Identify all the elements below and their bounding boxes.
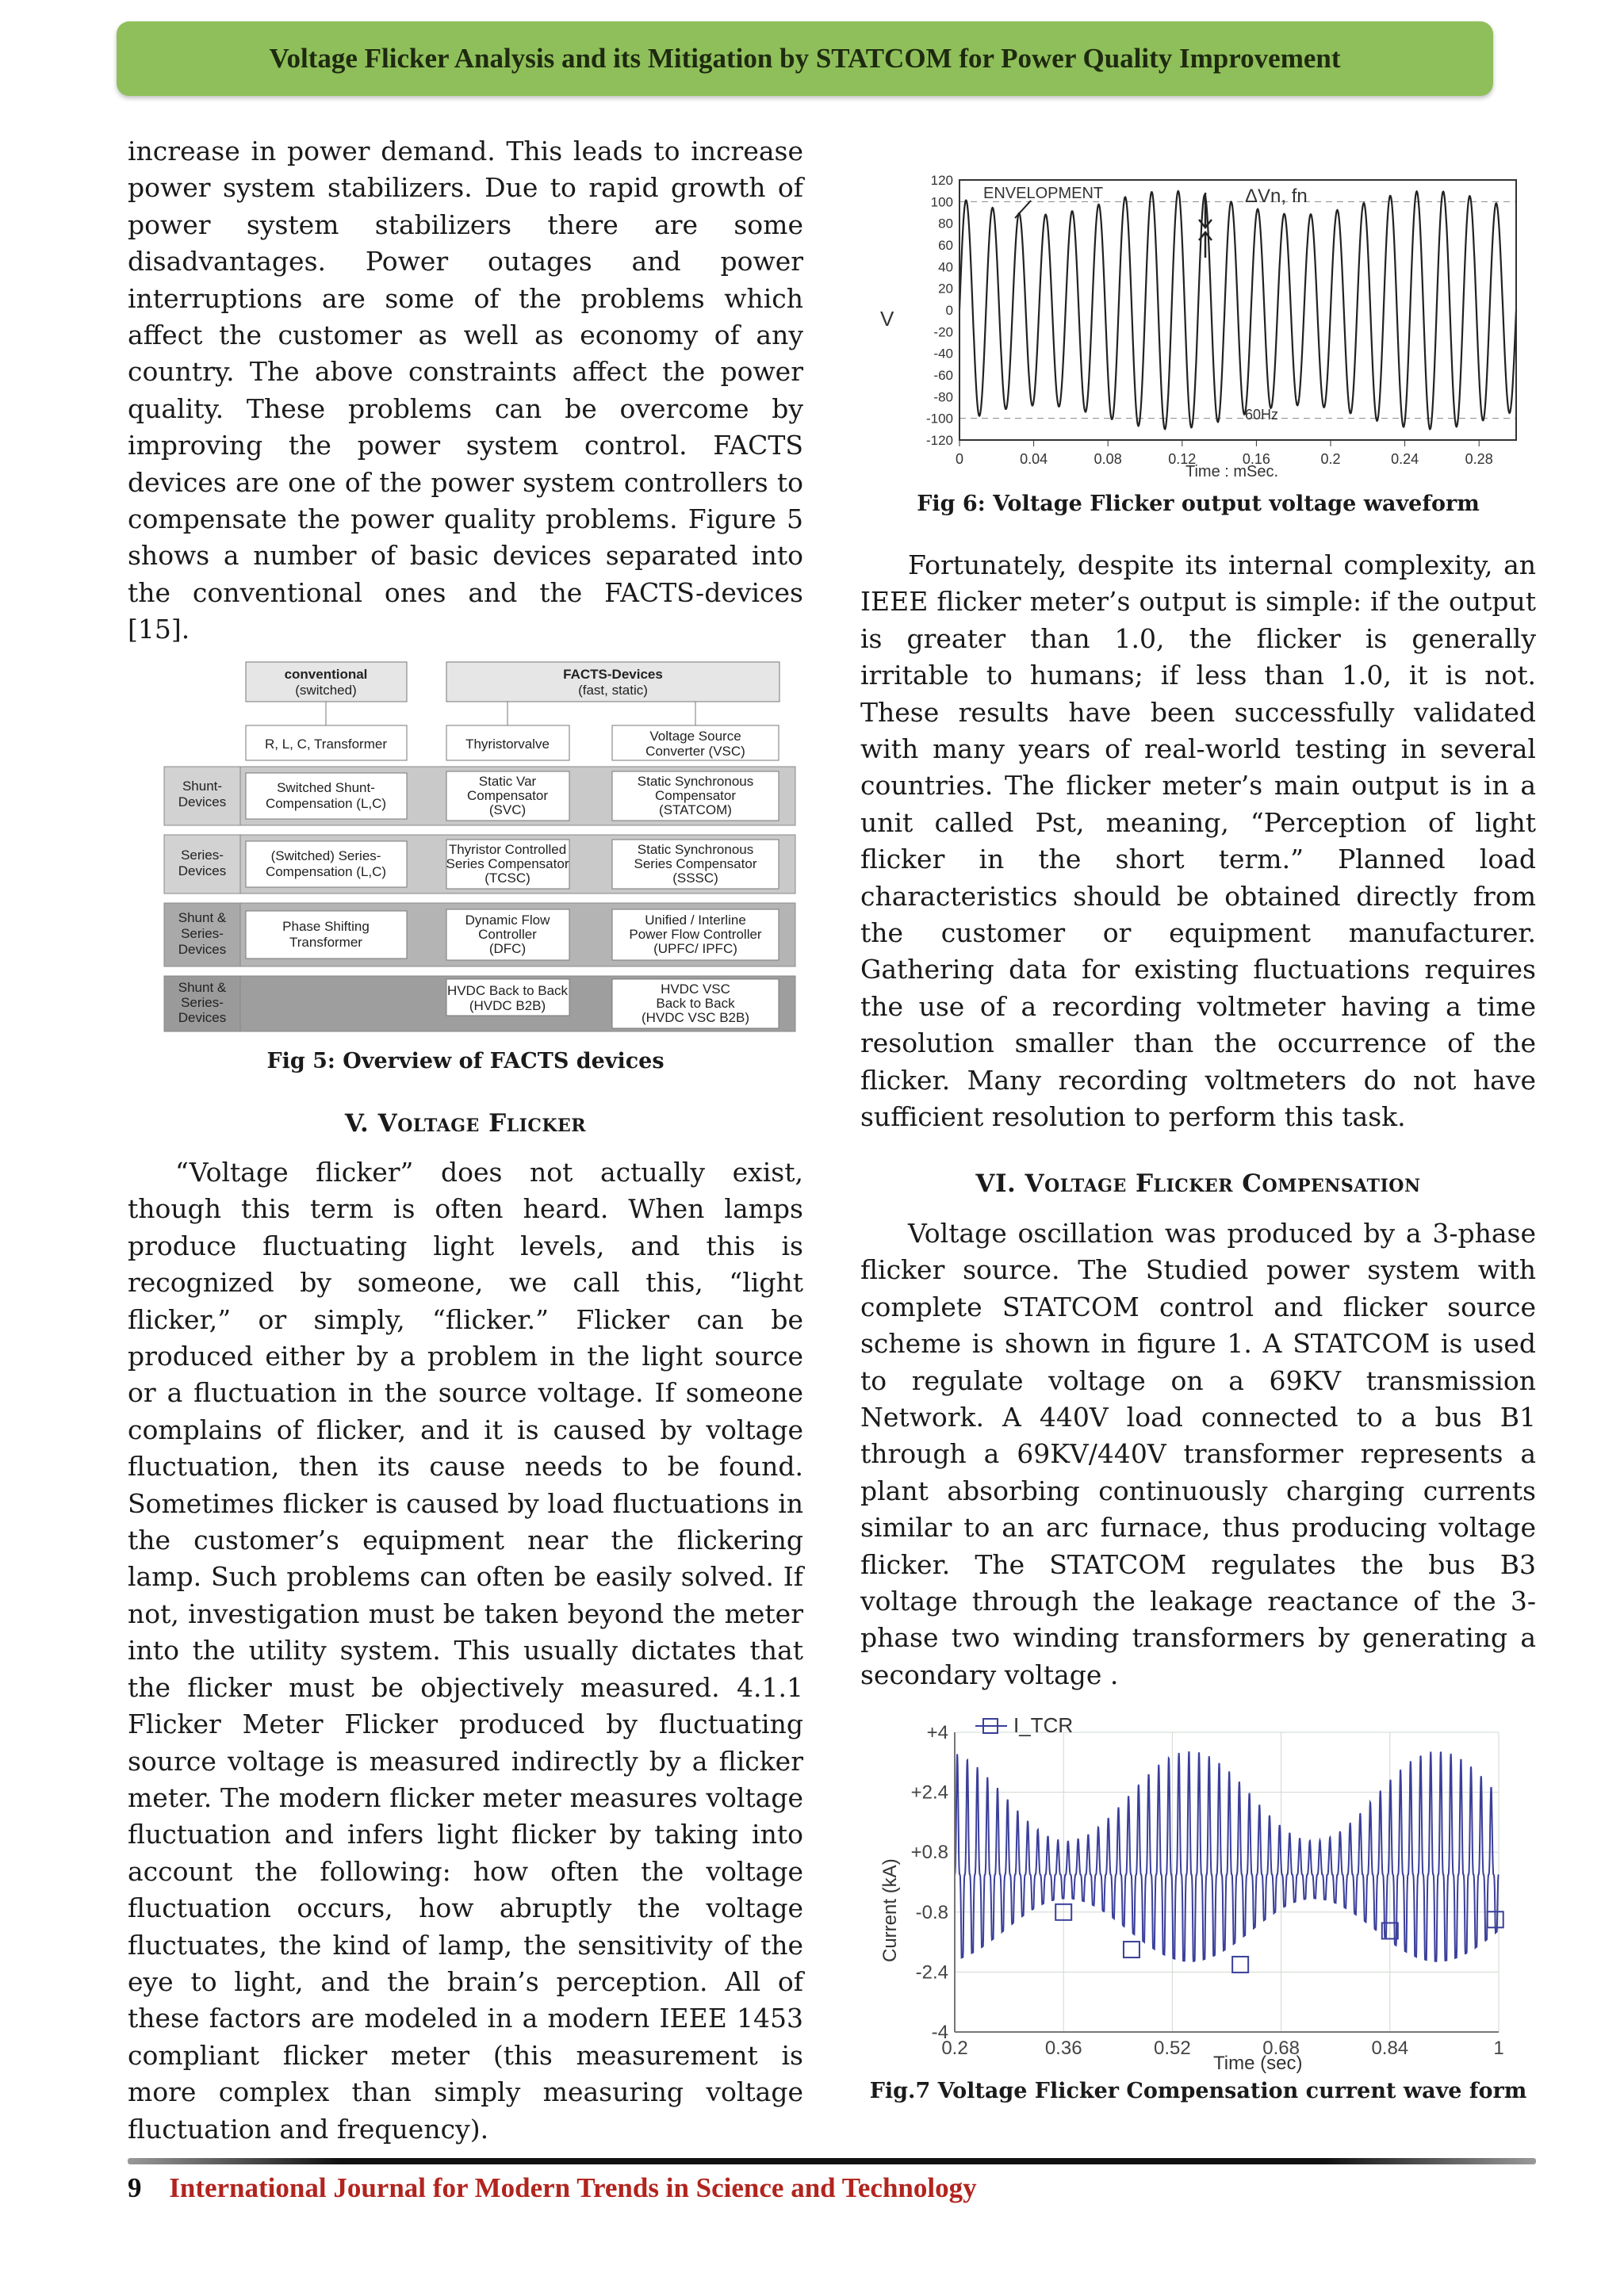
fig7-marker xyxy=(1124,1942,1139,1957)
fig5-row1-vsc-3: (STATCOM) xyxy=(659,802,732,817)
section6-body xyxy=(860,1215,1536,1693)
fig5-row3-label-1: Shunt & xyxy=(178,910,227,925)
fig7-chart xyxy=(872,1709,1538,2081)
section6-heading: VI. Voltage Flicker Compensation xyxy=(975,1169,1421,1198)
fig6-x-tick: 0 xyxy=(955,451,964,467)
fig6-y-tick: 20 xyxy=(938,281,953,297)
fig6-freq-label: 60Hz xyxy=(1245,407,1279,423)
fig5-row3-label-3: Devices xyxy=(178,942,227,957)
fig5-row3-vsc-2: Power Flow Controller xyxy=(629,927,762,942)
fig6-chart xyxy=(872,170,1538,488)
fig5-row1-conv-1: Switched Shunt- xyxy=(277,780,375,795)
fig5-row1-thy-3: (SVC) xyxy=(488,802,527,817)
fig5-row4-vsc-3: (HVDC VSC B2B) xyxy=(641,1010,750,1025)
flicker-meter-paragraph: Fortunately, despite its internal complexity, an IEEE flicker meter’s output is simple: if the output is greater than 1.0, the flicker is generally irritable to humans; if less than 1.0, it is not. These results have been successfully validated with many years of real-world testing in several countries. The flicker meter’s main output is in a unit called Pst, meaning, “Perception of light flicker in the short term.” Planned load characteristics should be obtained directly from the customer or equipment manufacturer. Gathering data for existing fluctuations requires the use of a recording voltmeter having a time resolution smaller than the occurrence of the flicker. Many recording voltmeters do not have sufficient resolution to perform this task. xyxy=(860,549,1536,1133)
fig5-row4-label-1: Shunt & xyxy=(178,980,227,995)
fig6-y-tick: 120 xyxy=(930,173,953,188)
fig5-row4-label-2: Series- xyxy=(181,995,224,1010)
page-number: 9 xyxy=(128,2172,142,2203)
fig6-x-tick: 0.08 xyxy=(1094,451,1122,467)
fig6-y-tick: 0 xyxy=(945,303,953,318)
fig5-row4-vsc-1: HVDC VSC xyxy=(661,982,730,997)
fig6-x-tick: 0.04 xyxy=(1020,451,1048,467)
fig7-y-tick: -4 xyxy=(931,2022,948,2043)
fig5-facts-table xyxy=(163,656,797,1033)
fig7-marker xyxy=(1232,1957,1248,1973)
fig5-row1-conv-2: Compensation (L,C) xyxy=(265,796,387,811)
fig5-row1-label-1: Shunt- xyxy=(182,779,223,794)
fig5-row3-label-2: Series- xyxy=(181,926,224,941)
section6-paragraph: Voltage oscillation was produced by a 3-phase flicker source. The Studied power system with complete STATCOM control and flicker source scheme is shown in figure 1. A STATCOM is used to regulate voltage on a 69KV transmission Network. A 440V load connected to a bus B1 through a 69KV/440V transformer represents a plant absorbing continuously charging currents similar to an arc furnace, thus producing voltage flicker. The STATCOM regulates the bus B3 voltage through the leakage reactance of the 3-phase two winding transformers by generating a secondary voltage . xyxy=(860,1218,1536,1690)
fig7-x-tick: 0.68 xyxy=(1262,2038,1300,2059)
fig7-y-axis-label: Current (kA) xyxy=(879,1858,901,1962)
fig7-y-tick: -0.8 xyxy=(915,1901,948,1923)
fig7-x-tick: 0.36 xyxy=(1044,2038,1082,2059)
fig5-col-thyristor: Thyristorvalve xyxy=(465,737,550,752)
fig5-row3-thy-1: Dynamic Flow xyxy=(465,913,550,928)
footer-divider xyxy=(128,2158,1536,2164)
fig6-y-tick: -60 xyxy=(933,368,953,383)
fig5-row1-vsc-1: Static Synchronous xyxy=(637,774,754,789)
page-header xyxy=(117,21,1493,96)
fig7-caption: Fig.7 Voltage Flicker Compensation current wave form xyxy=(869,2079,1527,2103)
fig5-row3-vsc-1: Unified / Interline xyxy=(645,913,746,928)
fig6-x-tick: 0.28 xyxy=(1465,451,1493,467)
fig6-y-tick: -120 xyxy=(925,433,953,448)
fig5-row4-label-3: Devices xyxy=(178,1010,227,1025)
fig7-x-axis-label: Time (sec) xyxy=(1213,2053,1303,2074)
fig5-row2-conv-2: Compensation (L,C) xyxy=(265,864,387,879)
fig6-x-tick: 0.12 xyxy=(1168,451,1197,467)
fig7-y-tick: +2.4 xyxy=(910,1781,948,1804)
fig7-y-tick: -2.4 xyxy=(915,1961,948,1984)
fig5-col-vsc-2: Converter (VSC) xyxy=(645,744,745,759)
fig6-x-tick: 0.24 xyxy=(1391,451,1419,467)
fig6-envelopment-arrow xyxy=(1015,201,1031,218)
fig5-row4-thy-2: (HVDC B2B) xyxy=(469,998,546,1013)
fig6-voltage-series xyxy=(959,191,1516,429)
fig7-legend-label: I_TCR xyxy=(1013,1713,1074,1737)
fig7-x-tick: 0.84 xyxy=(1371,2038,1409,2059)
fig5-facts-sub: (fast, static) xyxy=(578,683,648,698)
left-intro xyxy=(128,133,803,649)
fig7-x-tick: 0.52 xyxy=(1154,2038,1191,2059)
fig5-row2-thy-3: (TCSC) xyxy=(485,871,530,886)
fig6-y-tick: 100 xyxy=(930,194,953,210)
fig6-y-tick: -100 xyxy=(925,411,953,427)
fig5-caption: Fig 5: Overview of FACTS devices xyxy=(266,1049,665,1073)
section5-body xyxy=(128,1154,803,2148)
fig5-facts-title: FACTS-Devices xyxy=(563,667,663,682)
fig6-y-tick: 80 xyxy=(938,216,953,232)
fig6-y-tick: -20 xyxy=(933,324,953,340)
fig7-y-tick: +4 xyxy=(926,1722,948,1743)
section5-heading: V. Voltage Flicker xyxy=(344,1109,587,1138)
fig5-row3-vsc-3: (UPFC/ IPFC) xyxy=(653,941,737,956)
fig6-x-tick: 0.2 xyxy=(1320,451,1341,467)
section5-paragraph: “Voltage flicker” does not actually exist, though this term is often heard. When lamps produce fluctuating light levels, and this is recognized by someone, we call this, “light flicker,” or simply, “flicker.” Flicker can be produced either by a problem in the light source or a fluctuation in the source voltage. If someone complains of flicker, and it is caused by voltage fluctuation, then its cause needs to be found. Sometimes flicker is caused by load fluctuations in the customer’s equipment near the flickering lamp. Such problems can often be easily solved. If not, investigation must be taken beyond the meter into the utility system. This usually dictates that the flicker must be objectively measured. 4.1.1 Flicker Meter Flicker produced by fluctuating source voltage is measured indirectly by a flicker meter. The modern flicker meter measures voltage fluctuation and infers light flicker by taking into account the following: how often the voltage fluctuation occurs, how abruptly the voltage fluctuates, the kind of lamp, the sensitivity of the eye to light, and the brain’s perception. All of these factors are modeled in a modern IEEE 1453 compliant flicker meter (this measurement is more complex than simply measuring voltage fluctuation and frequency). xyxy=(128,1157,803,2145)
fig5-row3-conv-2: Transformer xyxy=(289,935,362,950)
fig5-row4-thy-1: HVDC Back to Back xyxy=(446,983,569,998)
fig5-row2-thy-1: Thyristor Controlled xyxy=(448,842,567,857)
fig6-x-tick: 0.16 xyxy=(1242,451,1270,467)
fig5-row1-thy-2: Compensator xyxy=(466,788,549,803)
fig5-row4-vsc-2: Back to Back xyxy=(656,996,735,1011)
fig5-conventional-sub: (switched) xyxy=(295,683,357,698)
fig7-x-tick: 1 xyxy=(1493,2038,1504,2059)
fig5-row2-conv-1: (Switched) Series- xyxy=(270,848,381,863)
fig5-row3-thy-2: Controller xyxy=(478,927,537,942)
fig5-col-vsc-1: Voltage Source xyxy=(649,729,741,744)
fig7-x-tick: 0.2 xyxy=(941,2038,968,2059)
fig5-row2-label-1: Series- xyxy=(181,848,224,863)
fig5-row1-thy-1: Static Var xyxy=(478,774,537,789)
page-footer xyxy=(128,2172,977,2204)
fig5-row3-conv-1: Phase Shifting xyxy=(282,919,370,934)
fig5-row2-vsc-1: Static Synchronous xyxy=(637,842,754,857)
fig5-row1-label-2: Devices xyxy=(178,794,227,809)
fig6-caption: Fig 6: Voltage Flicker output voltage waveform xyxy=(917,492,1480,516)
fig6-y-tick: 40 xyxy=(938,259,953,275)
fig6-delta-label: ΔVn, fn xyxy=(1245,186,1308,207)
right-para1 xyxy=(860,547,1536,1136)
fig5-col-rlc: R, L, C, Transformer xyxy=(265,737,387,752)
fig6-envelopment-label: ENVELOPMENT xyxy=(983,185,1104,202)
fig5-row3-thy-3: (DFC) xyxy=(488,941,527,956)
fig5-row2-label-2: Devices xyxy=(178,863,227,878)
fig7-y-tick: +0.8 xyxy=(910,1842,948,1864)
fig7-legend xyxy=(975,1713,1073,1737)
fig6-y-tick: -40 xyxy=(933,346,953,362)
fig5-conventional-title: conventional xyxy=(284,667,368,682)
fig6-y-axis-label: V xyxy=(880,307,894,331)
fig7-current-series xyxy=(955,1751,1499,1961)
header-title: Voltage Flicker Analysis and its Mitigation by STATCOM for Power Quality Improvement xyxy=(269,43,1341,74)
fig6-y-tick: 60 xyxy=(938,238,953,253)
fig5-row2-vsc-2: Series Compensator xyxy=(634,856,757,871)
fig6-y-tick: -80 xyxy=(933,389,953,405)
intro-paragraph: increase in power demand. This leads to increase power system stabilizers. Due to rapid growth of power system stabilizers there are some disadvantages. Power outages and power interruptions are some of the problems which affect the customer as well as economy of any country. The above constraints affect the power quality. These problems can be overcome by improving the power system control. FACTS devices are one of the power system controllers to compensate the power quality problems. Figure 5 shows a number of basic devices separated into the conventional ones and the FACTS-devices [15]. xyxy=(128,136,803,645)
fig5-row2-vsc-3: (SSSC) xyxy=(672,871,718,886)
fig5-row1-vsc-2: Compensator xyxy=(654,788,737,803)
fig5-row2-thy-2: Series Compensator xyxy=(446,856,569,871)
journal-name: International Journal for Modern Trends in Science and Technology xyxy=(169,2172,977,2203)
fig6-x-axis-label: Time : mSec. xyxy=(1185,463,1279,480)
fig6-delta-arrow-down xyxy=(1199,193,1212,228)
